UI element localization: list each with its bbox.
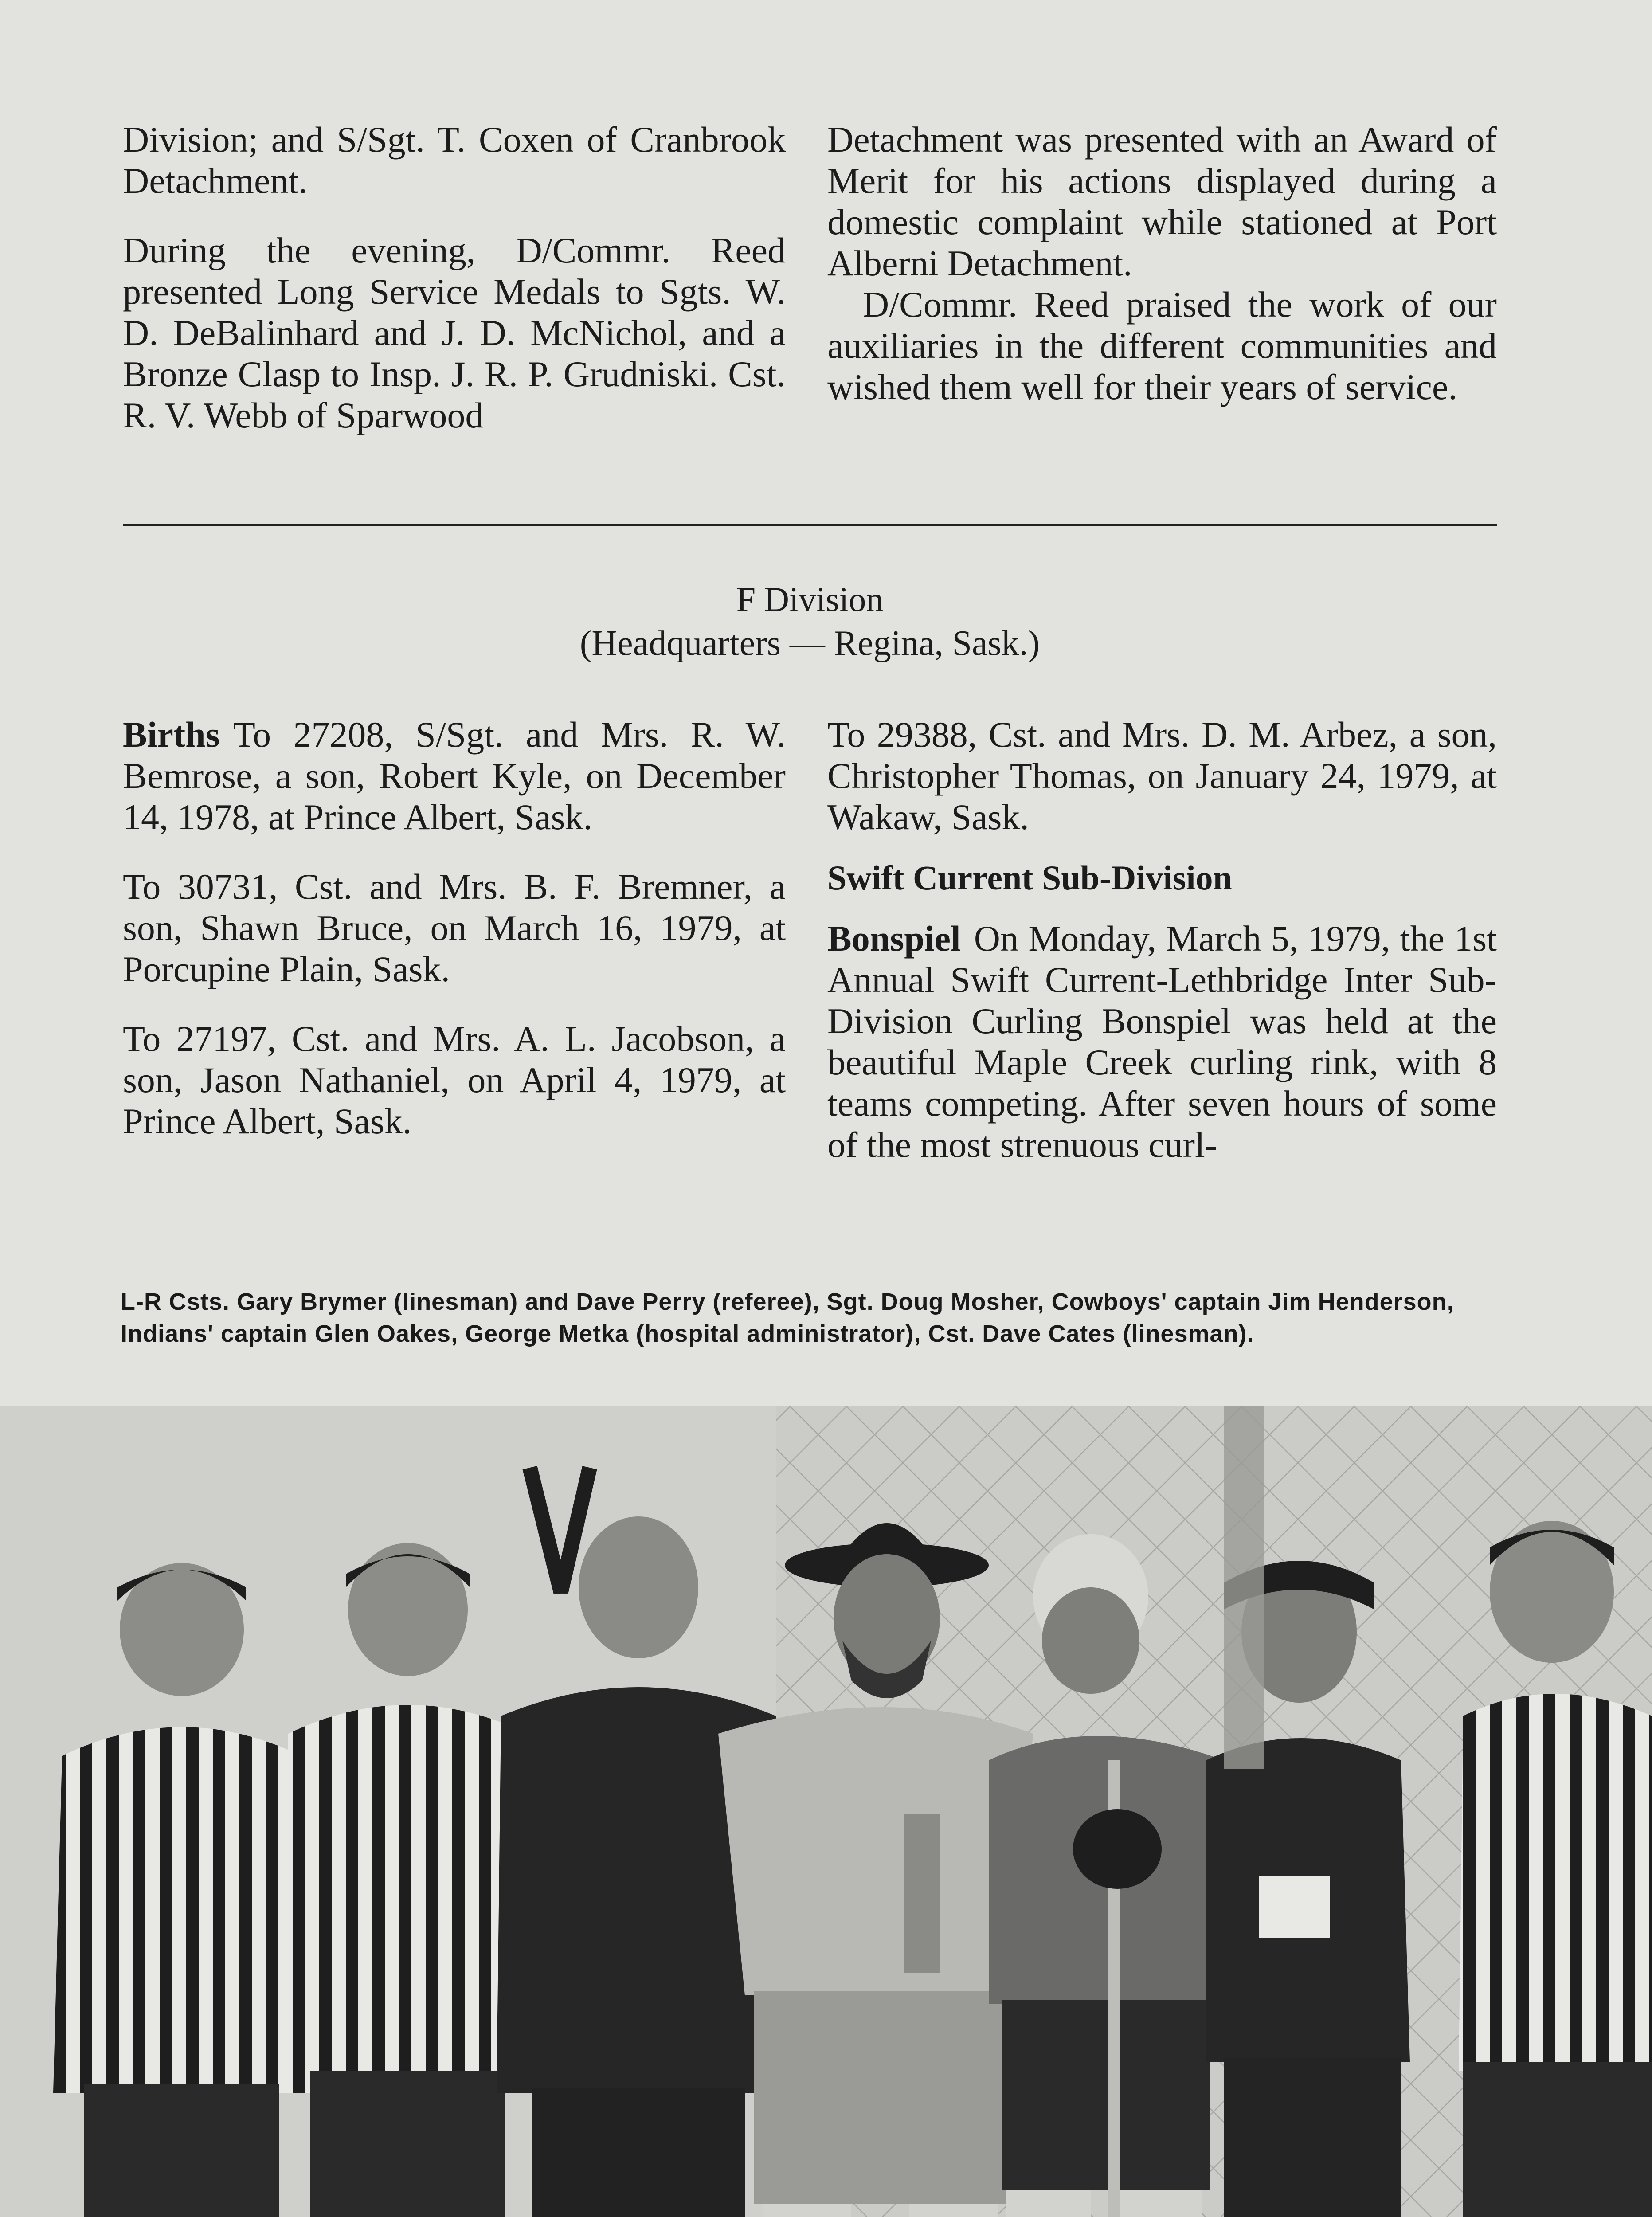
text-paragraph: Division; and S/Sgt. T. Coxen of Cranbrook Detachment.: [123, 119, 786, 201]
bonspiel-text: On Monday, March 5, 1979, the 1st Annual Swift Current-Lethbridge Inter Sub-Division Curling Bonspiel was held at the beautiful Maple Creek curling rink, with 8 teams competing. After seven hours of some of the most strenuous curl-: [827, 918, 1497, 1165]
text-paragraph: During the evening, D/Commr. Reed presented Long Service Medals to Sgts. W. D. DeBalinhard and J. D. McNichol, and a Bronze Clasp to Insp. J. R. P. Grudniski. Cst. R. V. Webb of Sparwood: [123, 230, 786, 435]
births-right-column: [827, 714, 1497, 1165]
trophy-icon: [904, 1814, 940, 1973]
photo-illustration: [0, 1406, 1652, 2217]
top-left-column: [123, 119, 786, 436]
top-right-column: [827, 119, 1497, 407]
births-entry-text: To 27208, S/Sgt. and Mrs. R. W. Bemrose, a son, Robert Kyle, on December 14, 1978, at Prince Albert, Sask.: [123, 714, 786, 837]
bonspiel-label: Bonspiel: [827, 918, 961, 959]
group-photo: [0, 1406, 1652, 2217]
births-entry: To 30731, Cst. and Mrs. B. F. Bremner, a son, Shawn Bruce, on March 16, 1979, at Porcupine Plain, Sask.: [123, 866, 786, 989]
text-paragraph: Detachment was presented with an Award of Merit for his actions displayed during a domestic complaint while stationed at Port Alberni Detachment.: [827, 119, 1497, 283]
section-divider: [123, 524, 1497, 526]
division-title: F Division: [736, 580, 884, 619]
photo-caption: L-R Csts. Gary Brymer (linesman) and Dave Perry (referee), Sgt. Doug Mosher, Cowboys' captain Jim Henderson, Indians' captain Glen Oakes, George Metka (hospital administrator), Cst. Dave Cates (linesman).: [121, 1289, 1454, 1347]
births-entry: To 29388, Cst. and Mrs. D. M. Arbez, a son, Christopher Thomas, on January 24, 1979, at Wakaw, Sask.: [827, 714, 1497, 837]
births-entry: To 27197, Cst. and Mrs. A. L. Jacobson, a son, Jason Nathaniel, on April 4, 1979, at Prince Albert, Sask.: [123, 1018, 786, 1141]
bonspiel-paragraph: [827, 918, 1497, 1165]
hanging-rope: [1224, 1406, 1264, 1769]
births-entry: [123, 714, 786, 838]
division-subtitle: (Headquarters — Regina, Sask.): [579, 624, 1040, 663]
births-left-column: [123, 714, 786, 1142]
births-label: Births: [123, 714, 220, 755]
sub-division-heading: Swift Current Sub-Division: [827, 858, 1233, 897]
paper-in-hand: [1259, 1876, 1330, 1938]
text-paragraph: D/Commr. Reed praised the work of our auxiliaries in the different communities and wished them well for their years of service.: [827, 284, 1497, 407]
